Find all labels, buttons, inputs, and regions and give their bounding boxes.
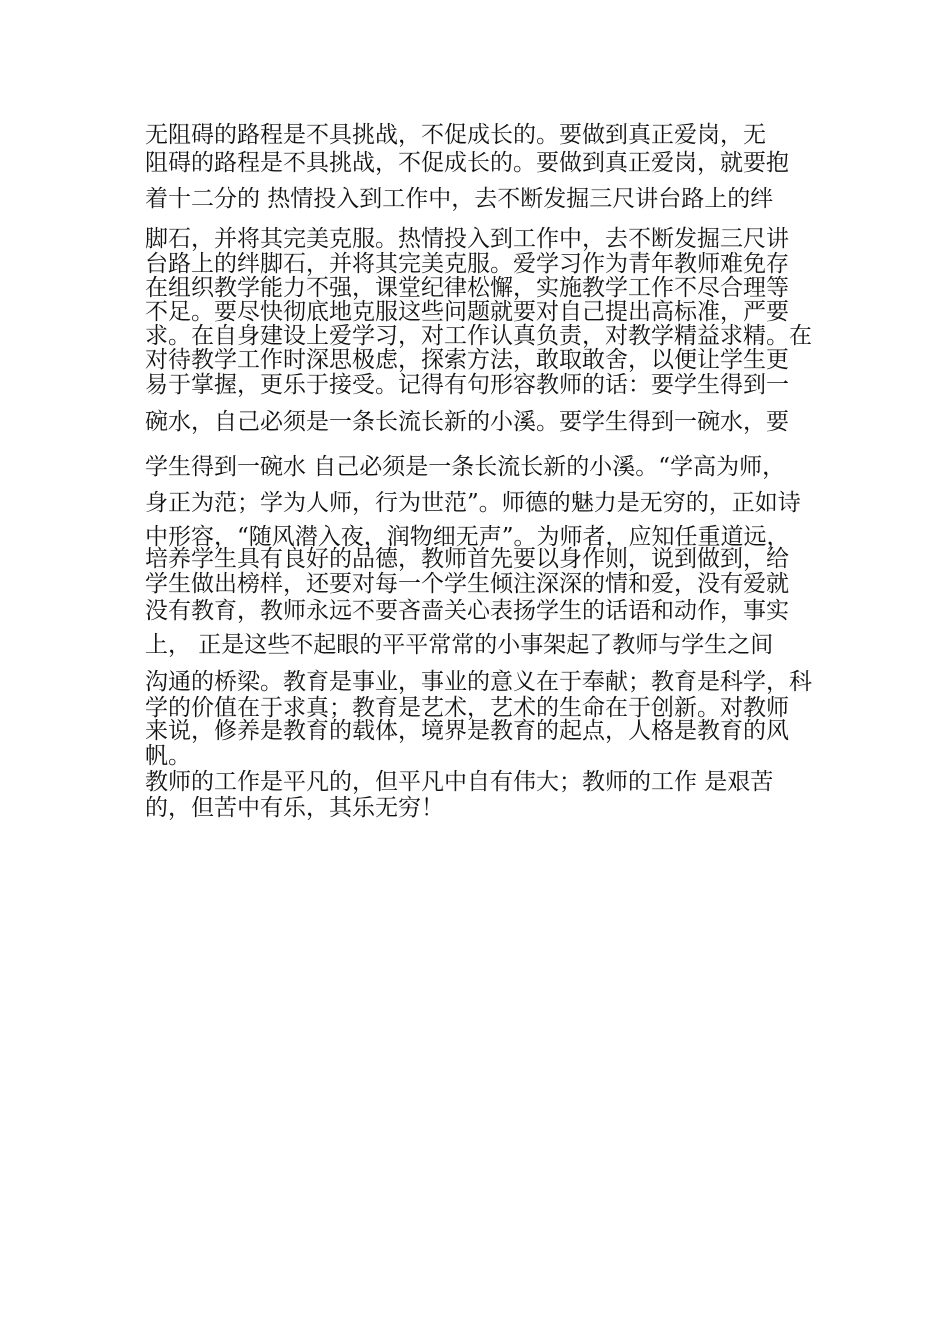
text-line: 学生做出榜样，还要对每一个学生倾注深深的情和爱，没有爱就 [145,571,789,597]
text-line: 不足。要尽快彻底地克服这些问题就要对自己提出高标准，严要 [145,299,789,325]
text-line: 沟通的桥梁。教育是事业，事业的意义在于奉献；教育是科学，科 [145,669,812,695]
text-line: 教师的工作是平凡的，但平凡中自有伟大；教师的工作 是艰苦 [145,769,774,795]
text-line: 没有教育，教师永远不要吝啬关心表扬学生的话语和动作，事实 [145,598,789,624]
text-line: 的，但苦中有乐，其乐无穷！ [145,795,444,821]
text-line: 对待教学工作时深思极虑，探索方法，敢取敢舍，以便让学生更 [145,347,789,373]
text-line: 上， 正是这些不起眼的平平常常的小事架起了教师与学生之间 [145,632,774,658]
text-line: 阻碍的路程是不具挑战，不促成长的。要做到真正爱岗，就要抱 [145,150,789,176]
text-line: 求。在自身建设上爱学习，对工作认真负责，对教学精益求精。在 [145,323,812,349]
text-line: 易于掌握，更乐于接受。记得有句形容教师的话：要学生得到一 [145,372,789,398]
text-line: 帆。 [145,743,191,769]
text-line: 在组织教学能力不强，课堂纪律松懈，实施教学工作不尽合理等 [145,275,789,301]
text-line: 培养学生具有良好的品德，教师首先要以身作则，说到做到，给 [145,546,789,572]
text-line: 台路上的绊脚石，并将其完美克服。爱学习作为青年教师难免存 [145,251,789,277]
text-line: 学的价值在于求真；教育是艺术，艺术的生命在于创新。对教师 [145,695,789,721]
text-line: 碗水，自己必须是一条长流长新的小溪。要学生得到一碗水，要 [145,409,789,435]
text-line: 来说，修养是教育的载体，境界是教育的起点，人格是教育的风 [145,718,789,744]
text-line: 身正为范；学为人师，行为世范”。师德的魅力是无穷的，正如诗 [145,490,801,516]
text-line: 中形容，“随风潜入夜，润物细无声”。为师者，应知任重道远， [145,524,790,550]
text-line: 学生得到一碗水 自己必须是一条长流长新的小溪。“学高为师， [145,454,786,480]
text-line: 着十二分的 热情投入到工作中，去不断发掘三尺讲台路上的绊 [145,186,774,212]
text-line: 脚石，并将其完美克服。热情投入到工作中，去不断发掘三尺讲 [145,226,789,252]
text-line: 无阻碍的路程是不具挑战，不促成长的。要做到真正爱岗，无 [145,122,766,148]
